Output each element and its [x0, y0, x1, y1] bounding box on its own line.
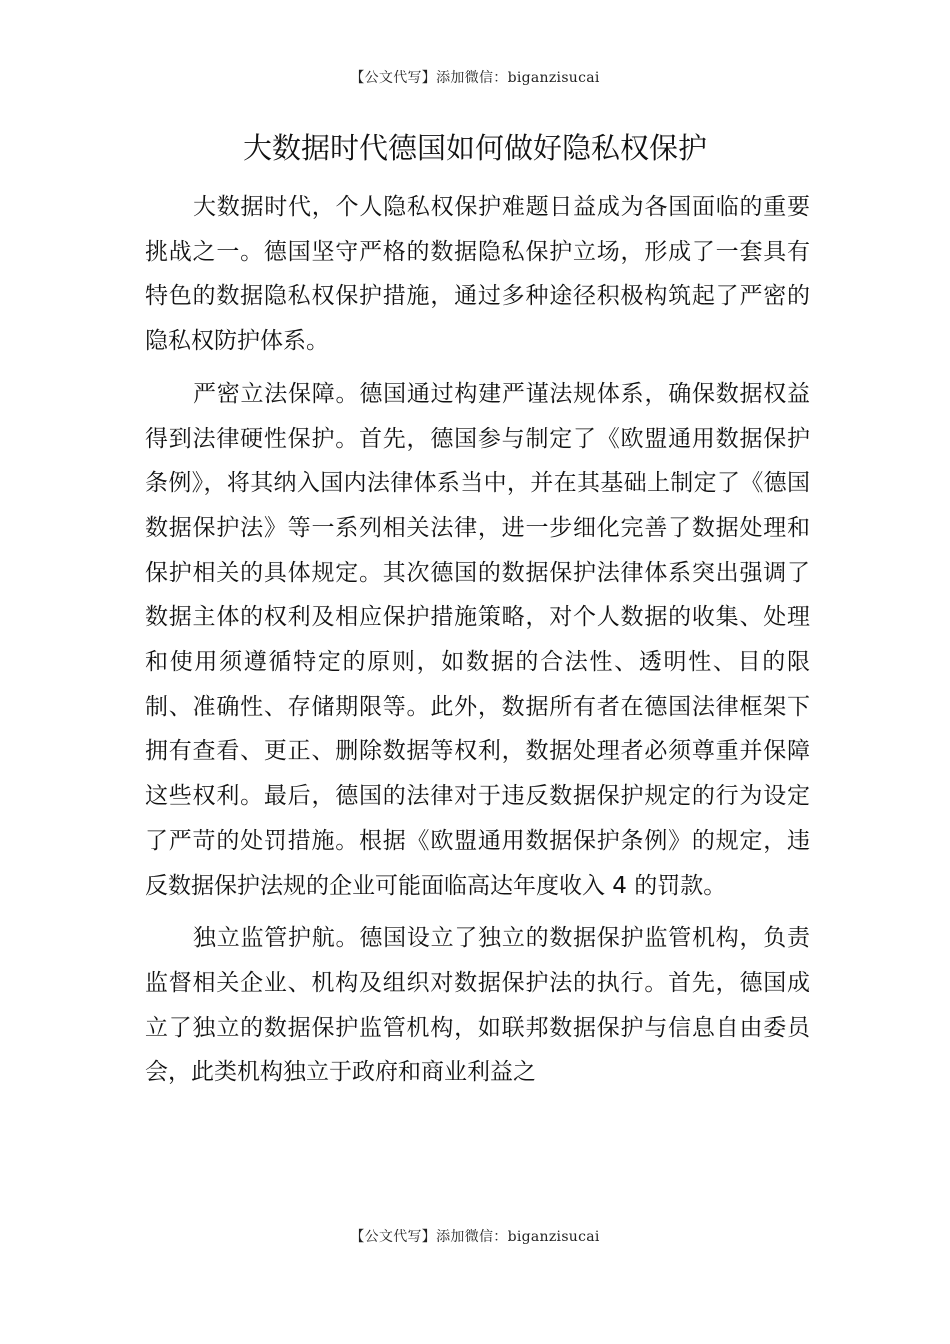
- document-body: [145, 185, 810, 1103]
- header-watermark-note: 【公文代写】添加微信：biganzisucai: [350, 70, 600, 86]
- body-paragraph-1: 大数据时代，个人隐私权保护难题日益成为各国面临的重要挑战之一。德国坚守严格的数据隐私保护立场，形成了一套具有特色的数据隐私权保护措施，通过多种途径积极构筑起了严密的隐私权防护体系。: [145, 194, 810, 355]
- document-title: 大数据时代德国如何做好隐私权保护: [242, 131, 707, 165]
- footer-watermark-note: 【公文代写】添加微信：biganzisucai: [350, 1229, 600, 1245]
- body-paragraph-3: 独立监管护航。德国设立了独立的数据保护监管机构，负责监督相关企业、机构及组织对数据保护法的执行。首先，德国成立了独立的数据保护监管机构，如联邦数据保护与信息自由委员会，此类机构独立于政府和商业利益之: [145, 925, 810, 1086]
- body-paragraph-2: 严密立法保障。德国通过构建严谨法规体系，确保数据权益得到法律硬性保护。首先，德国参与制定了《欧盟通用数据保护条例》，将其纳入国内法律体系当中，并在其基础上制定了《德国数据保护法》等一系列相关法律，进一步细化完善了数据处理和保护相关的具体规定。其次德国的数据保护法律体系突出强调了数据主体的权利及相应保护措施策略，对个人数据的收集、处理和使用须遵循特定的原则，如数据的合法性、透明性、目的限制、准确性、存储期限等。此外，数据所有者在德国法律框架下拥有查看、更正、删除数据等权利，数据处理者必须尊重并保障这些权利。最后，德国的法律对于违反数据保护规定的行为设定了严苛的处罚措施。根据《欧盟通用数据保护条例》的规定，违反数据保护法规的企业可能面临高达年度收入 4 的罚款。: [145, 380, 810, 899]
